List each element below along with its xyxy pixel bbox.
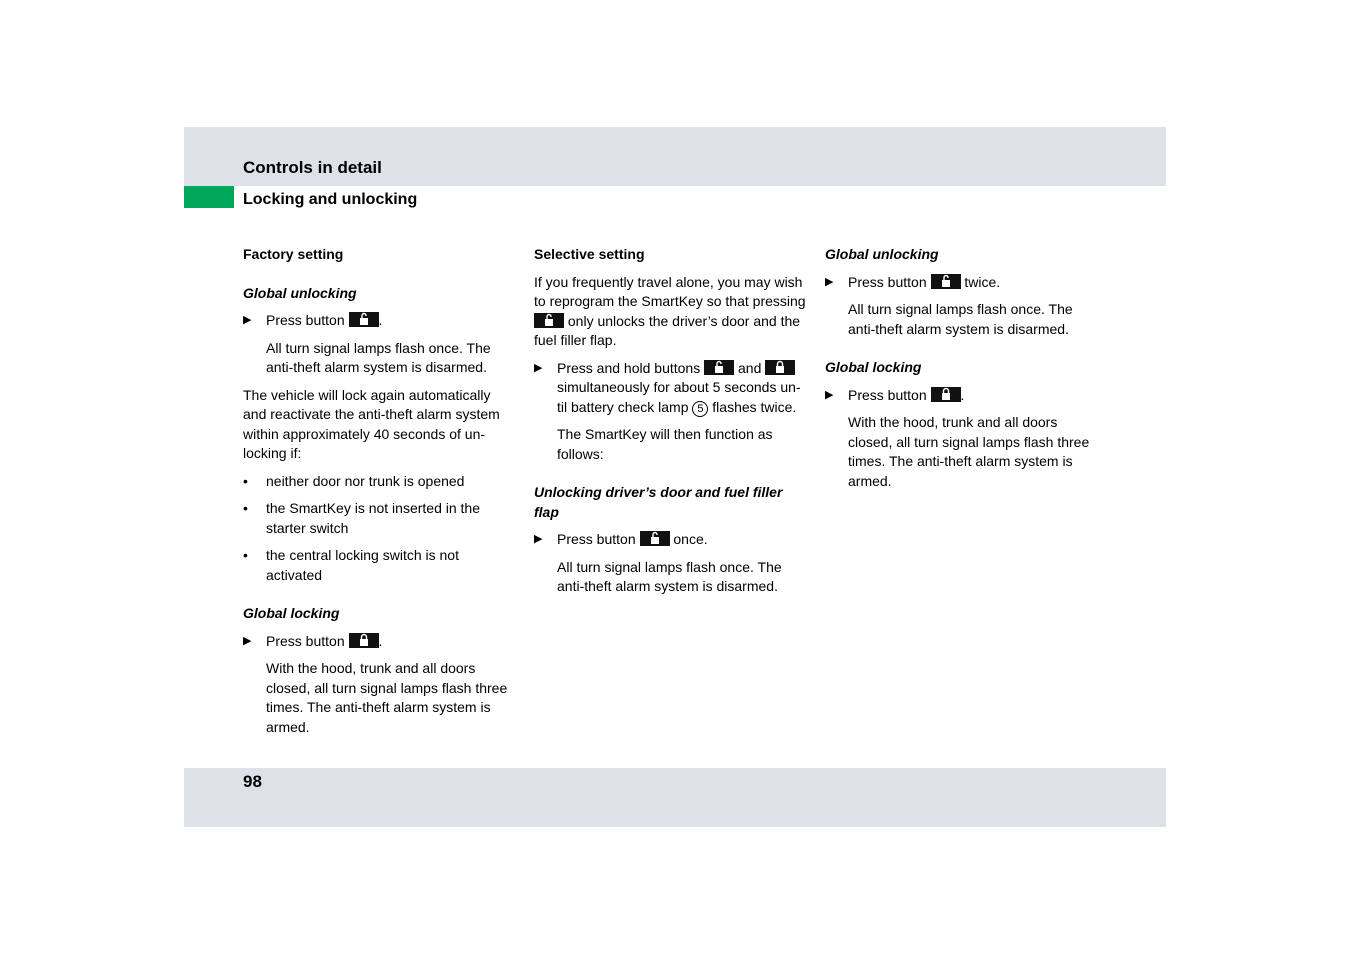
step-result: All turn signal lamps flash once. The anti-theft alarm system is disarmed. bbox=[848, 301, 1073, 337]
auto-relock-text: The vehicle will lock again automatically and reactivate the anti-theft alarm system within approximately 40 seconds of un-locking if: bbox=[243, 386, 500, 461]
arrow-right-icon: ▶ bbox=[534, 361, 543, 374]
list-item: • the SmartKey is not inserted in the starter switch bbox=[243, 500, 480, 536]
step-result: The SmartKey will then function as follows: bbox=[557, 426, 773, 462]
arrow-right-icon: ▶ bbox=[243, 314, 252, 326]
global-locking-heading: Global locking bbox=[243, 605, 340, 621]
unlock-button-icon bbox=[534, 313, 564, 328]
arrow-right-icon: ▶ bbox=[243, 634, 252, 647]
section-marker bbox=[184, 186, 234, 208]
step-item: ▶ Press button twice. bbox=[825, 273, 1097, 293]
step-item: ▶ Press button . bbox=[825, 386, 1097, 406]
step-item: ▶ Press button . bbox=[243, 311, 515, 331]
global-unlocking-heading: Global unlocking bbox=[825, 246, 939, 262]
arrow-right-icon: ▶ bbox=[534, 533, 543, 545]
page-number: 98 bbox=[243, 772, 262, 791]
unlock-button-icon bbox=[640, 531, 670, 546]
step-item: ▶ Press button . bbox=[243, 632, 515, 652]
step-result: With the hood, trunk and all doors closed, all turn signal lamps flash three times. The anti-theft alarm system is armed. bbox=[266, 660, 508, 735]
column-1 bbox=[243, 245, 515, 745]
step-result: All turn signal lamps flash once. The anti-theft alarm system is disarmed. bbox=[266, 339, 491, 375]
factory-setting-heading: Factory setting bbox=[243, 246, 344, 262]
column-2 bbox=[534, 245, 806, 605]
arrow-right-icon: ▶ bbox=[825, 388, 834, 401]
lock-button-icon bbox=[349, 633, 379, 648]
section-title: Locking and unlocking bbox=[243, 191, 418, 208]
step-item: ▶ Press button once. bbox=[534, 530, 806, 550]
column-3 bbox=[825, 245, 1097, 499]
lock-button-icon bbox=[765, 360, 795, 375]
selective-setting-heading: Selective setting bbox=[534, 246, 645, 262]
arrow-right-icon: ▶ bbox=[825, 275, 834, 288]
step-result: With the hood, trunk and all doors closed, all turn signal lamps flash three times. The anti-theft alarm system is armed. bbox=[848, 414, 1090, 489]
unlock-button-icon bbox=[931, 274, 961, 289]
global-locking-heading: Global locking bbox=[825, 359, 922, 375]
list-item: • the central locking switch is not activated bbox=[243, 547, 459, 583]
battery-check-lamp-number: 5 bbox=[692, 401, 708, 417]
chapter-title: Controls in detail bbox=[243, 158, 382, 177]
global-unlocking-heading: Global unlocking bbox=[243, 284, 357, 301]
footer-band bbox=[184, 768, 1166, 827]
list-item: • neither door nor trunk is opened bbox=[243, 472, 465, 489]
unlock-button-icon bbox=[349, 312, 379, 327]
selective-intro: If you frequently travel alone, you may wish to reprogram the SmartKey so that pressing only unlocks the driver’s door and the fuel filler flap. bbox=[534, 273, 806, 348]
step-result: All turn signal lamps flash once. The anti-theft alarm system is disarmed. bbox=[557, 558, 782, 594]
unlock-button-icon bbox=[704, 360, 734, 375]
step-item: ▶ Press and hold buttons and simultaneously for about 5 seconds un-til battery check lamp 5 flashes twice. bbox=[534, 359, 801, 415]
unlocking-driver-door-heading: Unlocking driver’s door and fuel filler flap bbox=[534, 484, 783, 520]
lock-button-icon bbox=[931, 387, 961, 402]
